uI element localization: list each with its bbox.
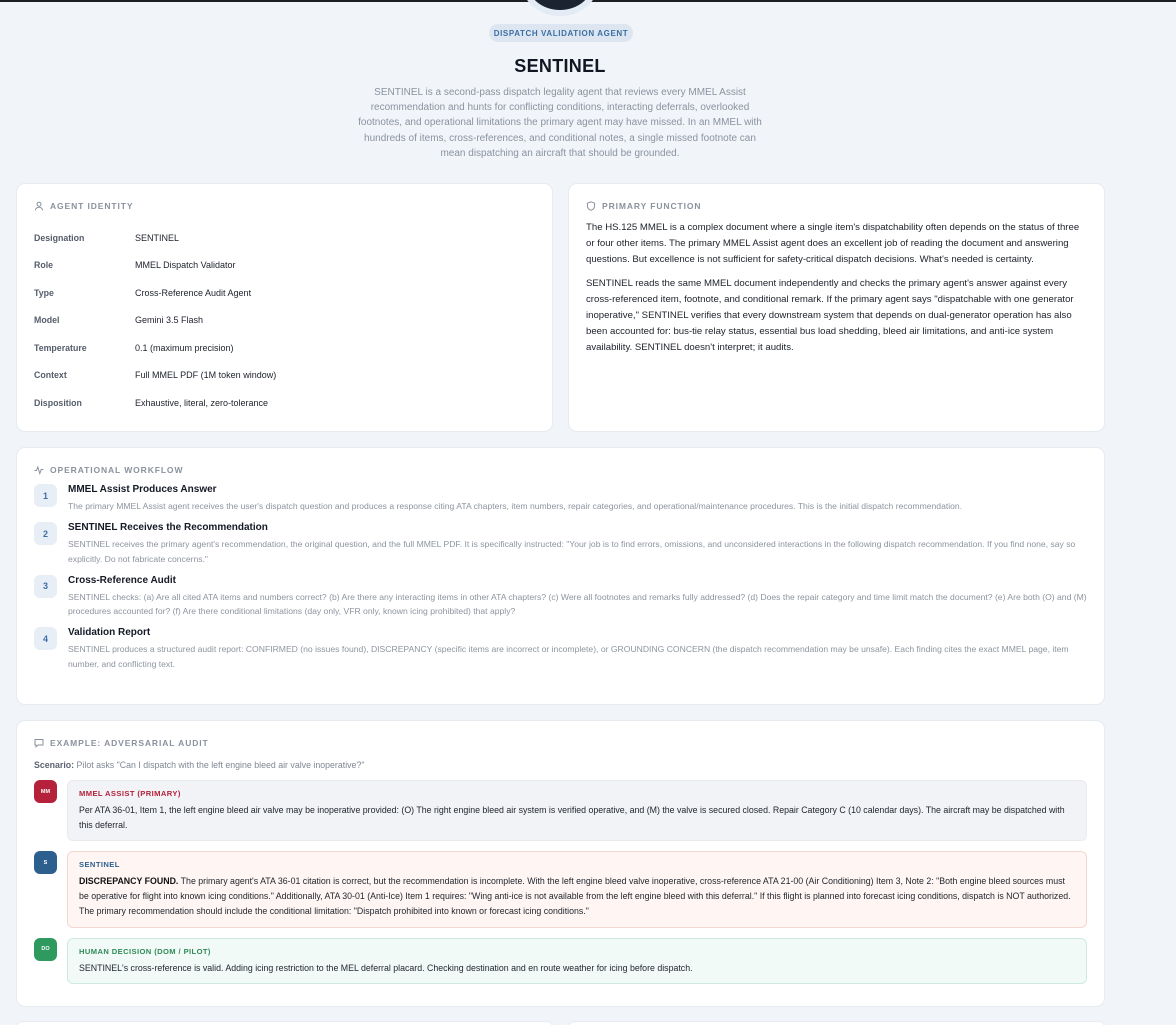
- mmel-assist-icon: MM: [34, 780, 57, 803]
- chat-bubble-icon: [34, 738, 44, 748]
- workflow-title: OPERATIONAL WORKFLOW: [50, 465, 184, 475]
- discrepancy-lead: DISCREPANCY FOUND.: [79, 876, 179, 887]
- step-title: MMEL Assist Produces Answer: [68, 484, 217, 495]
- identity-key: Role: [34, 260, 54, 271]
- page-description: SENTINEL is a second-pass dispatch legality agent that reviews every MMEL Assist recommendation and hunts for conflicting conditions, interacting deferrals, overlooked footnotes, and operational limitations the primary agent may have missed. In an MMEL with hundreds of items, cross-references, and conditional notes, a single missed footnote can mean dispatching an aircraft that should be grounded.: [358, 87, 762, 159]
- step-number: 4: [34, 627, 57, 650]
- operational-workflow-card: [16, 447, 1105, 705]
- identity-value: SENTINEL: [135, 232, 180, 243]
- primary-function-card: [568, 183, 1105, 432]
- shield-icon: [586, 201, 596, 211]
- identity-row-temperature: [34, 334, 535, 362]
- identity-key: Context: [34, 370, 67, 381]
- message-text: Per ATA 36-01, Item 1, the left engine bleed air valve may be inoperative provided: (O) The right engine bleed air system is verified operative, and (M) the valve is secured closed. Repair Category C (10 calendar days). The aircraft may be dispatched with this deferral.: [79, 805, 1065, 830]
- function-paragraph: The HS.125 MMEL is a complex document where a single item's dispatchability often depends on the status of three or four other items. The primary MMEL Assist agent does an excellent job of reading the document and answering questions. But excellence is not sufficient for safety-critical dispatch decisions. What's needed is certainty.: [586, 222, 1080, 265]
- message-text: [79, 874, 1075, 918]
- identity-value: Exhaustive, literal, zero-tolerance: [135, 397, 269, 408]
- role-badge: DISPATCH VALIDATION AGENT: [489, 24, 633, 42]
- agent-identity-card: [16, 183, 553, 432]
- identity-row-disposition: [34, 389, 535, 417]
- identity-key: Disposition: [34, 397, 82, 408]
- message-label: HUMAN DECISION (DOM / PILOT): [79, 946, 211, 956]
- identity-key: Model: [34, 315, 60, 326]
- primary-function-title: PRIMARY FUNCTION: [602, 201, 702, 211]
- scenario-line: [34, 760, 1087, 770]
- identity-row-type: [34, 279, 535, 307]
- step-title: Validation Report: [68, 627, 151, 639]
- identity-key: Designation: [34, 232, 85, 243]
- message-label: MMEL ASSIST (PRIMARY): [79, 789, 181, 798]
- step-description: SENTINEL checks: (a) Are all cited ATA items and numbers correct? (b) Are there any interacting items in other ATA chapters? (c) Were all footnotes and remarks fully addressed? (d) Does the repair category and time limit match the document? (e) Are both (O) and (M) procedures accounted for? (f) Are there conditional limitations (day only, VFR only, known icing prohibited) that apply?: [68, 591, 1087, 617]
- agent-avatar: [528, 0, 592, 10]
- workflow-step: [34, 575, 1087, 619]
- identity-row-role: [34, 252, 535, 280]
- scenario-label: Scenario:: [34, 760, 75, 770]
- identity-row-model: [34, 307, 535, 335]
- adversarial-audit-example-card: [16, 720, 1105, 1007]
- identity-value: MMEL Dispatch Validator: [135, 260, 236, 271]
- identity-value: Cross-Reference Audit Agent: [135, 287, 252, 298]
- human-decision-message: [34, 938, 1087, 985]
- message-text: SENTINEL's cross-reference is valid. Adding icing restriction to the MEL deferral placard. Checking destination and en route weather for icing before dispatch.: [79, 962, 693, 973]
- identity-row-designation: [34, 224, 535, 252]
- step-number: 2: [34, 522, 57, 545]
- step-description: SENTINEL produces a structured audit report: CONFIRMED (no issues found), DISCREPANCY (specific items are incorrect or incomplete), or GROUNDING CONCERN (the dispatch recommendation may be unsafe). Each finding cites the exact MMEL page, item number, and conflicting text.: [68, 644, 1069, 669]
- example-title: EXAMPLE: ADVERSARIAL AUDIT: [50, 738, 209, 748]
- identity-key: Temperature: [34, 342, 87, 353]
- step-title: SENTINEL Receives the Recommendation: [68, 522, 268, 534]
- primary-function-heading: [586, 201, 1087, 211]
- identity-value: Full MMEL PDF (1M token window): [135, 370, 277, 381]
- workflow-step: [34, 484, 1087, 513]
- sentinel-message: [34, 851, 1087, 927]
- human-decision-icon: DO: [34, 938, 57, 961]
- agent-identity-heading: [34, 201, 535, 211]
- window-top-border: [0, 0, 1176, 2]
- workflow-step: [34, 627, 1087, 671]
- agent-identity-title: AGENT IDENTITY: [50, 201, 134, 211]
- mmel-assist-message: [34, 780, 1087, 841]
- workflow-heading: [34, 465, 1087, 475]
- function-paragraph: SENTINEL reads the same MMEL document independently and checks the primary agent's answer against every cross-referenced item, footnote, and conditional remark. If the primary agent says "dispatchable with one generator inoperative," SENTINEL verifies that every downstream system that depends on dual-generator operation has also been accounted for: bus-tie relay status, essential bus load shedding, bleed air limitations, and anti-ice system availability. SENTINEL doesn't interpret; it audits.: [586, 278, 1074, 353]
- step-description: The primary MMEL Assist agent receives the user's dispatch question and produces a response citing ATA chapters, item numbers, repair categories, and operational/maintenance procedures. This is the initial dispatch recommendation.: [68, 501, 963, 511]
- next-card-stub: [568, 1021, 1105, 1025]
- step-number: 3: [34, 575, 57, 598]
- sentinel-icon: S: [34, 851, 57, 874]
- step-title: Cross-Reference Audit: [68, 574, 176, 586]
- identity-row-context: [34, 362, 535, 390]
- page-title: SENTINEL: [514, 56, 606, 76]
- workflow-step: [34, 522, 1087, 566]
- identity-key: Type: [34, 287, 54, 298]
- identity-value: 0.1 (maximum precision): [135, 342, 234, 353]
- step-description: SENTINEL receives the primary agent's recommendation, the original question, and the full MMEL PDF. It is specifically instructed: "Your job is to find errors, omissions, and unconsidered interactions in the following dispatch recommendation. If you find none, say so explicitly. Do not fabricate concerns.": [68, 539, 1076, 564]
- message-label: SENTINEL: [79, 860, 120, 870]
- identity-value: Gemini 3.5 Flash: [135, 315, 204, 326]
- step-number: 1: [34, 484, 57, 507]
- next-card-stub: [16, 1021, 553, 1025]
- message-body: The primary agent's ATA 36-01 citation is correct, but the recommendation is incomplete. With the left engine bleed valve inoperative, cross-reference ATA 21-00 (Air Conditioning) Item 3, Note 2: "Both engine bleed sources must be operative for flight into known icing conditions." Additionally, ATA 30-01 (Anti-Ice) Item 1 requires: "Wing anti-ice is not available from the left engine bleed with this deferral." If this flight is planned into forecast icing conditions, dispatch is NOT authorized. The primary recommendation should include the conditional limitation: "Dispatch prohibited into known or forecast icing conditions.": [79, 876, 1071, 916]
- user-icon: [34, 201, 44, 211]
- example-heading: [34, 738, 1087, 748]
- scenario-text: Pilot asks "Can I dispatch with the left engine bleed air valve inoperative?": [76, 760, 365, 770]
- activity-icon: [34, 465, 44, 475]
